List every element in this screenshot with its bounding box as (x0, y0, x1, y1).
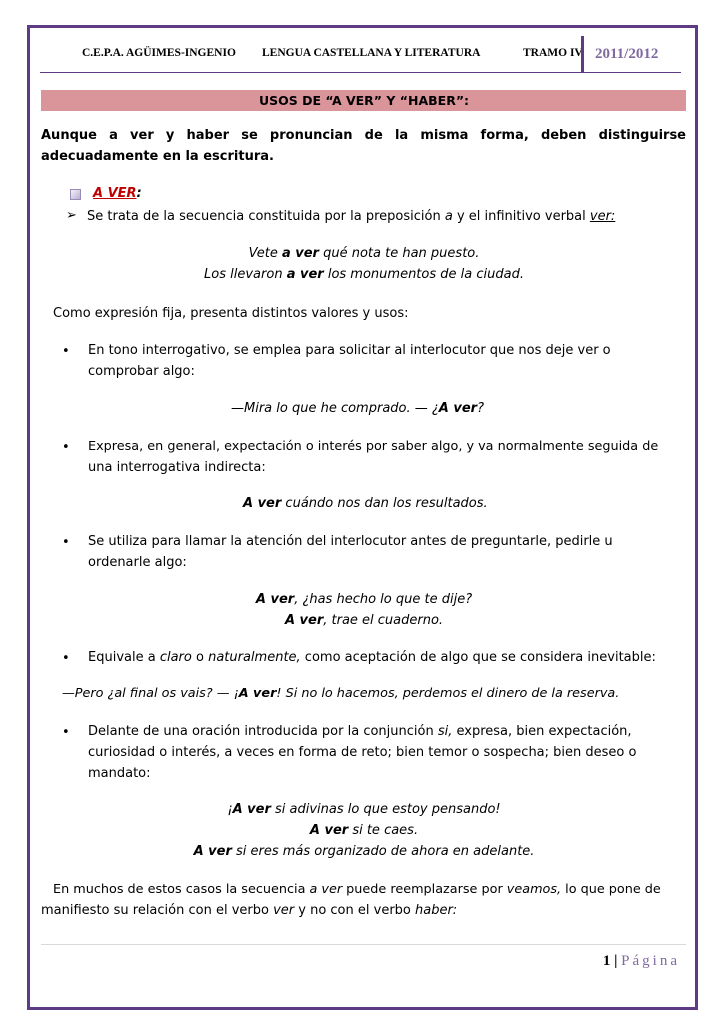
use-5-example-1 (0, 802, 728, 817)
ex-text: ¡ (227, 802, 233, 817)
def-text-1: Se trata de la secuencia constituida por la preposición (87, 209, 445, 224)
closing-line-2 (41, 903, 457, 918)
square-bullet-icon (70, 189, 81, 200)
ex-bold: a ver (281, 246, 319, 261)
ex-text: los monumentos de la ciudad. (323, 267, 524, 282)
use-4-example (62, 686, 619, 701)
closing-text: En muchos de estos casos la secuencia (53, 882, 310, 897)
use-5-line-1 (88, 724, 632, 739)
closing-ver: ver (273, 903, 295, 918)
ex-text: si eres más organizado de ahora en adelante. (231, 844, 535, 859)
page-footer (603, 953, 680, 970)
section-label: A VER (93, 186, 137, 201)
ex-bold: A ver (243, 496, 282, 511)
ex-bold: A ver (284, 613, 324, 628)
ex-text: Los llevaron (204, 267, 287, 282)
use-5-example-2 (0, 823, 728, 838)
closing-text: puede reemplazarse por (342, 882, 507, 897)
ex-text: si adivinas lo que estoy pensando! (270, 802, 501, 817)
use-5-line-3: mandato: (88, 766, 151, 781)
u4-claro: claro (159, 650, 192, 665)
use-1-example (231, 401, 484, 416)
use-2-line-1: Expresa, en general, expectación o interés por saber algo, y va normalmente seguida de (88, 439, 659, 454)
use-4-line (88, 650, 656, 665)
arrow-bullet-icon: ➢ (66, 208, 77, 223)
use-5-example-3 (0, 844, 728, 859)
u5-si: si, (437, 724, 453, 739)
ex-text: —Pero ¿al final os vais? — ¡ (62, 686, 239, 701)
bullet-dot-icon: • (62, 535, 70, 550)
use-3-line-1: Se utiliza para llamar la atención del interlocutor antes de preguntarle, pedirle u (88, 534, 613, 549)
header-school: C.E.P.A. AGÜIMES-INGENIO (82, 47, 236, 59)
use-1-line-1: En tono interrogativo, se emplea para solicitar al interlocutor que nos deje ver o (88, 343, 611, 358)
header-rule (40, 72, 581, 73)
use-2-example (243, 496, 488, 511)
example-1-line-2 (0, 267, 728, 282)
ex-text: —Mira lo que he comprado. — ¿ (231, 401, 439, 416)
ex-text: , ¿has hecho lo que te dije? (294, 592, 473, 607)
use-1-line-2: comprobar algo: (88, 364, 195, 379)
closing-text: y no con el verbo (294, 903, 415, 918)
section-heading (93, 186, 142, 201)
ex-bold: A ver (309, 823, 349, 838)
use-5-line-2: curiosidad o interés, a veces en forma de reto; bien temor o sospecha; bien deseo o (88, 745, 637, 760)
use-2-line-2: una interrogativa indirecta: (88, 460, 266, 475)
header-subject: LENGUA CASTELLANA Y LITERATURA (262, 47, 481, 59)
ex-text: ? (477, 401, 484, 416)
header-tramo: TRAMO IV (523, 47, 583, 59)
closing-veamos: veamos, (506, 882, 562, 897)
u4-naturalmente: naturalmente, (208, 650, 301, 665)
page-title: USOS DE “A VER” Y “HABER”: (258, 93, 470, 108)
closing-text: lo que pone de (561, 882, 661, 897)
closing-aver: a ver (309, 882, 343, 897)
page-border (27, 25, 698, 1010)
use-3-example-1 (0, 592, 728, 607)
intro-line-1: Aunque a ver y haber se pronuncian de la misma forma, deben distinguirse (41, 128, 686, 143)
use-3-example-2 (0, 613, 728, 628)
closing-haber: haber: (415, 903, 458, 918)
footer-rule (41, 944, 686, 945)
page-number: 1 (602, 953, 611, 969)
ex-text: , trae el cuaderno. (323, 613, 444, 628)
ex-bold: A ver (438, 401, 478, 416)
bullet-dot-icon: • (62, 651, 70, 666)
section-definition (87, 209, 615, 224)
bullet-dot-icon: • (62, 344, 70, 359)
closing-line-1 (53, 882, 661, 897)
u4-text: como aceptación de algo que se considera inevitable: (300, 650, 656, 665)
u4-text: Equivale a (88, 650, 160, 665)
bullet-dot-icon: • (62, 725, 70, 740)
ex-bold: A ver (193, 844, 232, 859)
header-year: 2011/2012 (581, 36, 681, 73)
use-3-line-2: ordenarle algo: (88, 555, 187, 570)
example-1-line-1 (0, 246, 728, 261)
u5-text: Delante de una oración introducida por la conjunción (88, 724, 438, 739)
u4-text: o (191, 650, 209, 665)
def-text-2: y el infinitivo verbal (452, 209, 590, 224)
intro-line-2: adecuadamente en la escritura. (41, 149, 274, 164)
ex-bold: A ver (238, 686, 277, 701)
ex-bold: a ver (286, 267, 324, 282)
def-a: a (444, 209, 453, 224)
closing-text: manifiesto su relación con el verbo (41, 903, 274, 918)
bullet-dot-icon: • (62, 440, 70, 455)
ex-text: ! Si no lo hacemos, perdemos el dinero de la reserva. (276, 686, 620, 701)
footer-separator: | (614, 953, 618, 969)
def-ver: ver: (589, 209, 616, 224)
ex-text: Vete (248, 246, 282, 261)
page-word: Página (621, 953, 680, 969)
section-colon: : (136, 186, 142, 201)
ex-bold: A ver (232, 802, 271, 817)
ex-text: si te caes. (348, 823, 419, 838)
ex-bold: A ver (255, 592, 295, 607)
ex-text: qué nota te han puesto. (318, 246, 480, 261)
fixed-expression-intro: Como expresión fija, presenta distintos valores y usos: (53, 306, 409, 321)
ex-text: cuándo nos dan los resultados. (281, 496, 488, 511)
u5-text: expresa, bien expectación, (452, 724, 632, 739)
